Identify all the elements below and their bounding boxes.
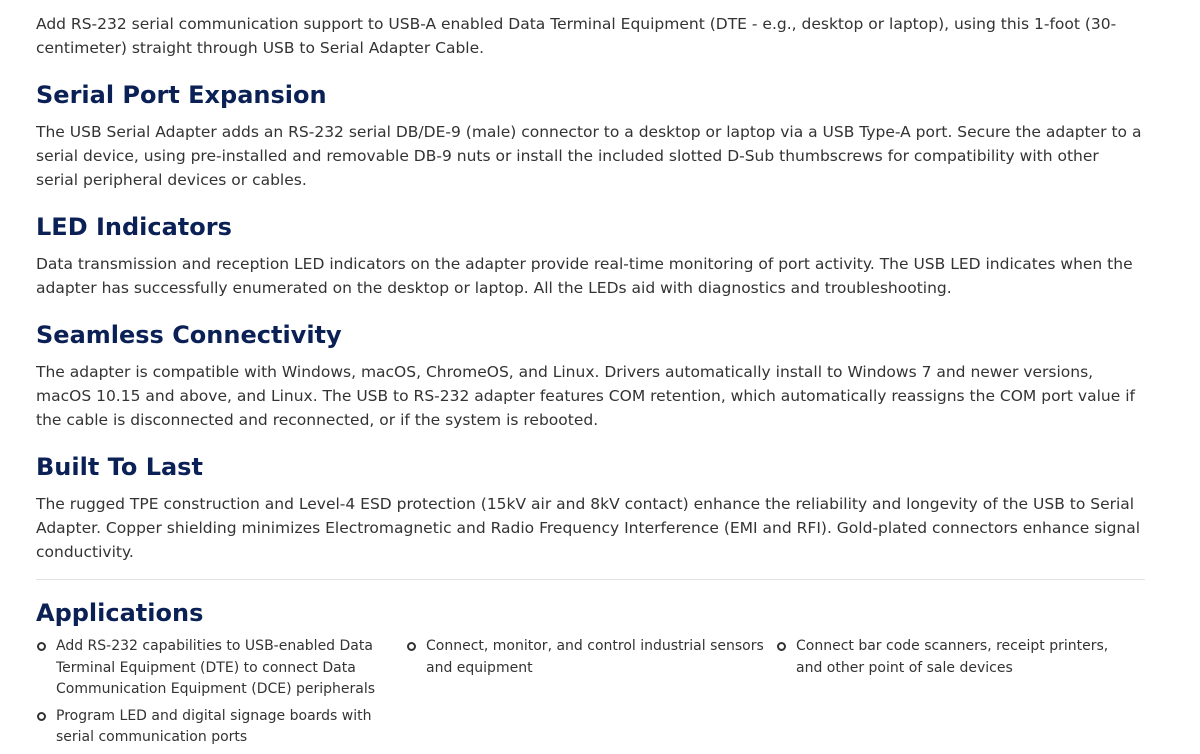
section-heading: Seamless Connectivity	[36, 321, 342, 349]
applications-column-2	[406, 636, 776, 754]
application-text: Add RS-232 capabilities to USB-enabled Data Terminal Equipment (DTE) to connect Data Communication Equipment (DCE) peripherals	[56, 638, 376, 697]
section-heading: Built To Last	[36, 453, 203, 481]
section-led-indicators	[36, 212, 1145, 300]
application-text: Program LED and digital signage boards with serial communication ports	[56, 707, 372, 745]
application-item	[776, 636, 1146, 679]
applications-section	[36, 598, 1145, 754]
section-serial-port-expansion	[36, 80, 1145, 192]
applications-column-1	[36, 636, 406, 754]
section-body: Data transmission and reception LED indicators on the adapter provide real-time monitoring of port activity. The USB LED indicates when the adapter has successfully enumerated on the desktop or laptop. All the LEDs aid with diagnostics and troubleshooting.	[36, 255, 1133, 297]
application-text: Connect bar code scanners, receipt printers, and other point of sale devices	[796, 638, 1109, 676]
applications-heading: Applications	[36, 599, 204, 627]
application-text: Connect, monitor, and control industrial sensors and equipment	[426, 638, 764, 676]
circle-bullet-icon	[407, 642, 416, 651]
applications-column-3	[776, 636, 1146, 754]
circle-bullet-icon	[37, 642, 46, 651]
application-item	[36, 706, 406, 749]
section-body: The USB Serial Adapter adds an RS-232 serial DB/DE-9 (male) connector to a desktop or laptop via a USB Type-A port. Secure the adapter to a serial device, using pre-installed and removable DB-9 nuts or install the included slotted D-Sub thumbscrews for compatibility with other serial peripheral devices or cables.	[36, 123, 1142, 189]
circle-bullet-icon	[777, 642, 786, 651]
section-body: The rugged TPE construction and Level-4 ESD protection (15kV air and 8kV contact) enhance the reliability and longevity of the USB to Serial Adapter. Copper shielding minimizes Electromagnetic and Radio Frequency Interference (EMI and RFI). Gold-plated connectors enhance signal conductivity.	[36, 495, 1141, 561]
section-body: The adapter is compatible with Windows, macOS, ChromeOS, and Linux. Drivers automatically install to Windows 7 and newer versions, macOS 10.15 and above, and Linux. The USB to RS-232 adapter features COM retention, which automatically reassigns the COM port value if the cable is disconnected and reconnected, or if the system is rebooted.	[36, 363, 1135, 429]
application-item	[36, 636, 406, 701]
section-heading: Serial Port Expansion	[36, 81, 327, 109]
applications-grid	[36, 636, 1145, 754]
circle-bullet-icon	[37, 712, 46, 721]
section-built-to-last	[36, 452, 1145, 564]
application-item	[406, 636, 776, 679]
section-heading: LED Indicators	[36, 213, 232, 241]
section-divider	[36, 579, 1145, 580]
intro-paragraph: Add RS-232 serial communication support to USB-A enabled Data Terminal Equipment (DTE - e.g., desktop or laptop), using this 1-foot (30-centimeter) straight through USB to Serial Adapter Cable.	[36, 15, 1117, 57]
section-seamless-connectivity	[36, 320, 1145, 432]
